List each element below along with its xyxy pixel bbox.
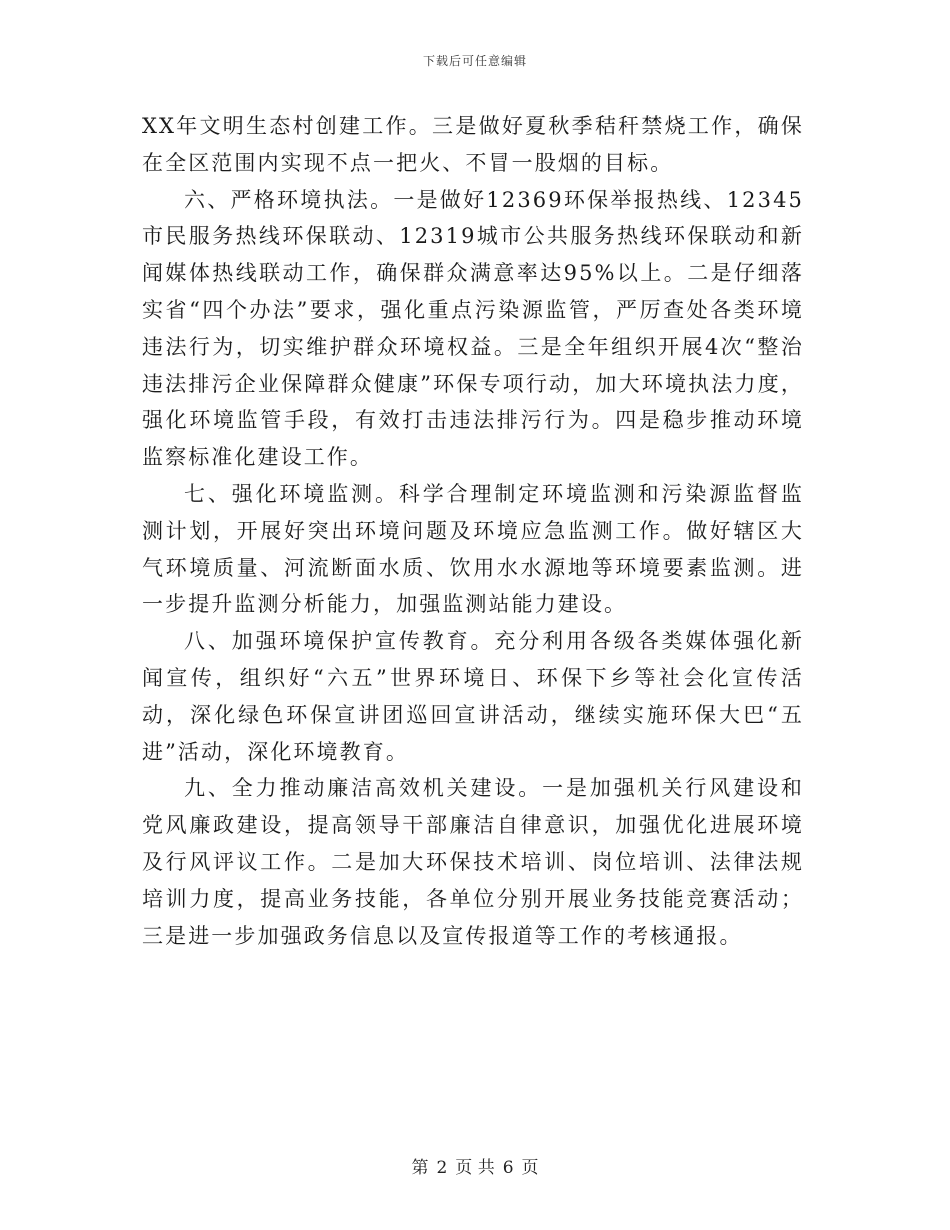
footer-suffix: 页	[521, 1158, 539, 1178]
paragraph-section-8: 八、加强环境保护宣传教育。充分利用各级各类媒体强化新闻宣传，组织好“六五”世界环境日、环保下乡等社会化宣传活动，深化绿色环保宣讲团巡回宣讲活动，继续实施环保大巴“五进”活动，深化环境教育。	[142, 629, 804, 764]
total-page-count: 6	[502, 1158, 514, 1178]
paragraph-continuation: XX年文明生态村创建工作。三是做好夏秋季秸秆禁烧工作，确保在全区范围内实现不点一把火、不冒一股烟的目标。	[142, 114, 804, 175]
paragraph-section-6: 六、严格环境执法。一是做好12369环保举报热线、12345市民服务热线环保联动、12319城市公共服务热线环保联动和新闻媒体热线联动工作，确保群众满意率达95%以上。二是仔细落实省“四个办法”要求，强化重点污染源监管，严厉查处各类环境违法行为，切实维护群众环境权益。三是全年组织开展4次“整治违法排污企业保障群众健康”环保专项行动，加大环境执法力度，强化环境监管手段，有效打击违法排污行为。四是稳步推动环境监察标准化建设工作。	[142, 187, 804, 470]
page-header-note: 下载后可任意编辑	[422, 54, 527, 68]
footer-middle: 页 共	[455, 1158, 495, 1178]
footer-prefix: 第	[411, 1158, 429, 1178]
document-body	[142, 108, 804, 954]
paragraph-section-9: 九、全力推动廉洁高效机关建设。一是加强机关行风建设和党风廉政建设，提高领导干部廉洁自律意识，加强优化进展环境及行风评议工作。二是加大环保技术培训、岗位培训、法律法规培训力度，提高业务技能，各单位分别开展业务技能竞赛活动；三是进一步加强政务信息以及宣传报道等工作的考核通报。	[142, 776, 804, 948]
current-page-number: 2	[436, 1158, 448, 1178]
paragraph-section-7: 七、强化环境监测。科学合理制定环境监测和污染源监督监测计划，开展好突出环境问题及环境应急监测工作。做好辖区大气环境质量、河流断面水质、饮用水水源地等环境要素监测。进一步提升监测分析能力，加强监测站能力建设。	[142, 481, 804, 617]
page-footer	[0, 1153, 950, 1178]
